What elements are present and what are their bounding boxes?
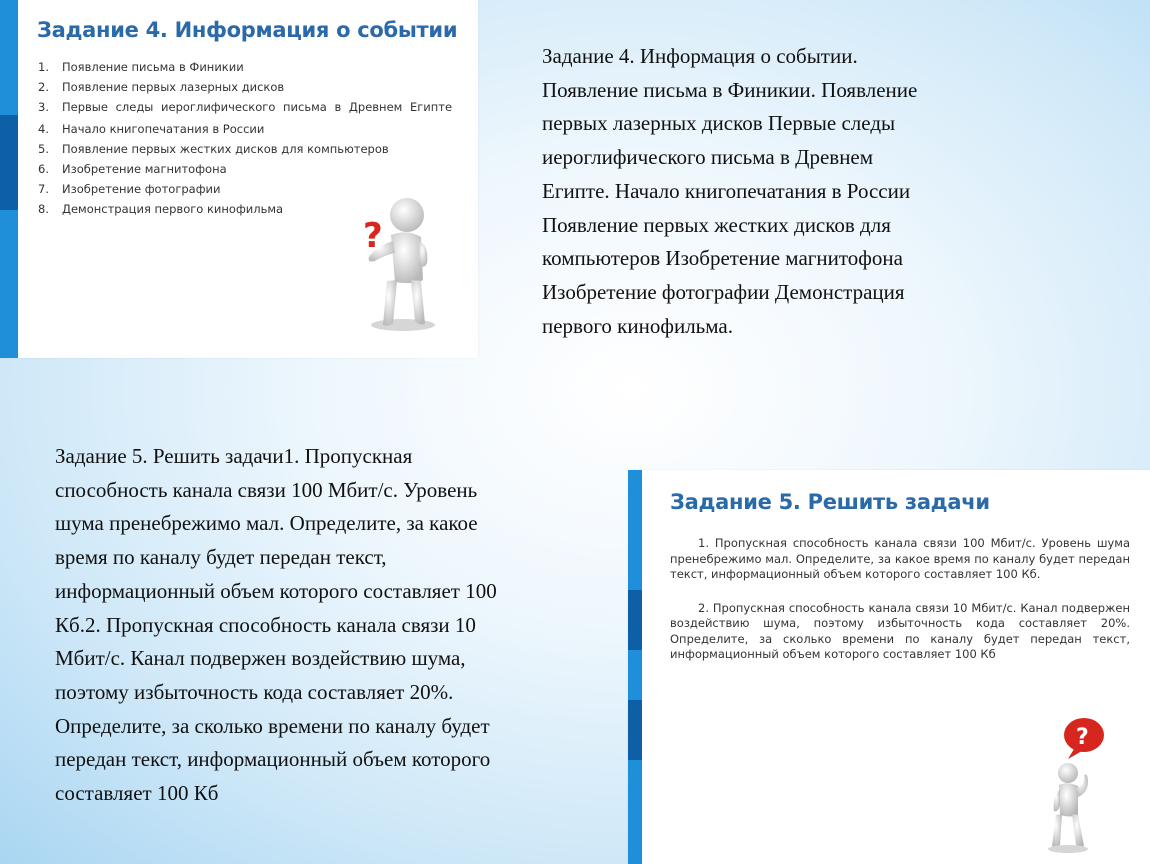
question-mark-icon: ? bbox=[363, 216, 383, 256]
list-item: 5. Появление первых жестких дисков для компьютеров bbox=[38, 142, 389, 156]
slide-image-task5 bbox=[628, 470, 1150, 864]
accent-bar bbox=[0, 0, 18, 358]
slide-title: Задание 4. Информация о событии bbox=[37, 18, 458, 42]
text-task4: Задание 4. Информация о событии. Появление письма в Финикии. Появление первых лазерных дисков Первые следы иероглифического письма в Древнем Египте. Начало книгопечатания в России Появление первых жестких дисков для компьютеров Изобретение магнитофона Изобретение фотографии Демонстрация первого кинофильма. bbox=[542, 44, 918, 338]
slide-title: Задание 5. Решить задачи bbox=[670, 490, 990, 514]
task-1: 1. Пропускная способность канала связи 100 Мбит/с. Уровень шума пренебрежимо мал. Определите, за какое время по каналу будет передан текст, информационный объем которого составляет 100 Кб. bbox=[670, 536, 1130, 581]
list-item: 7. Изобретение фотографии bbox=[38, 182, 221, 196]
question-mark-icon bbox=[1064, 718, 1104, 759]
list-item: 1. Появление письма в Финикии bbox=[38, 60, 244, 74]
task-2: 2. Пропускная способность канала связи 10 Мбит/с. Канал подвержен воздействию шума, поэтому избыточность кода составляет 20%. Определите, за сколько времени по каналу будет передан текст, информационный объем которого составляет 100 Кб bbox=[670, 600, 1130, 661]
list-item: 3. Первые следы иероглифического письма в Древнем Египте bbox=[38, 100, 453, 114]
thinking-figure-icon bbox=[1038, 715, 1118, 855]
slide-image-task4 bbox=[0, 0, 478, 358]
accent-bar bbox=[628, 470, 642, 864]
thinking-figure-icon bbox=[345, 185, 460, 335]
list-item: 6. Изобретение магнитофона bbox=[38, 162, 227, 176]
list-item: 4. Начало книгопечатания в России bbox=[38, 122, 265, 136]
list-item: 2. Появление первых лазерных дисков bbox=[38, 80, 285, 94]
text-task5: Задание 5. Решить задачи1. Пропускная способность канала связи 100 Мбит/с. Уровень шума пренебрежимо мал. Определите, за какое время по каналу будет передан текст, информационный объем которого составляет 100 Кб.2. Пропускная способность канала связи 10 Мбит/с. Канал подвержен воздействию шума, поэтому избыточность кода составляет 20%. Определите, за сколько времени по каналу будет передан текст, информационный объем которого составляет 100 Кб bbox=[55, 444, 497, 806]
list-item: 8. Демонстрация первого кинофильма bbox=[38, 202, 284, 216]
svg-text:?: ? bbox=[1076, 725, 1089, 750]
tasks-text bbox=[670, 536, 1130, 681]
